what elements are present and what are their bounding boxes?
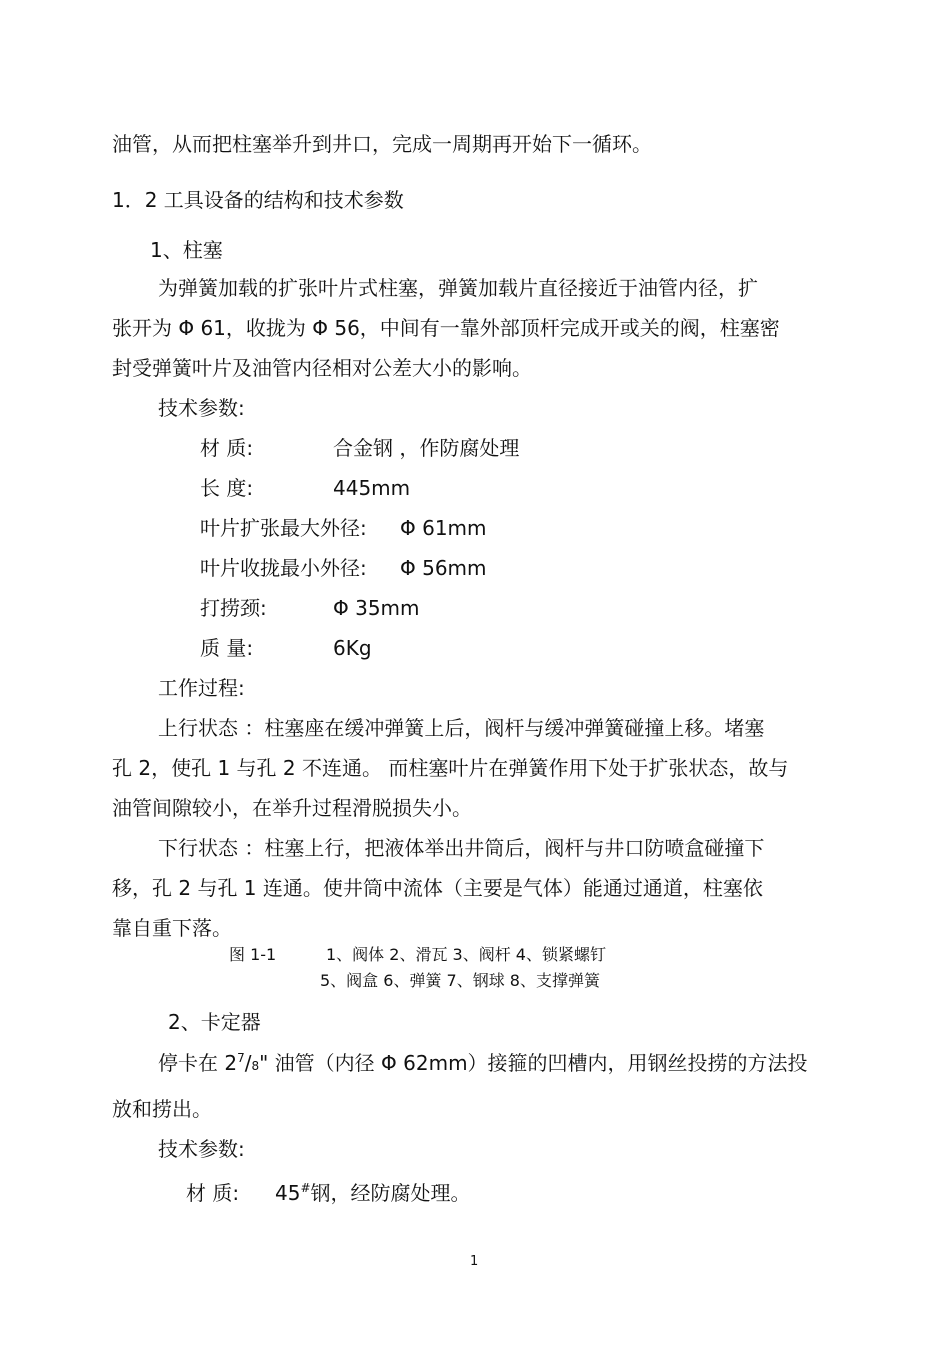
locator-material-value	[275, 1181, 471, 1208]
locator-desc-text-a: 停卡在 2	[158, 1051, 238, 1075]
upstroke-line-1: 上行状态 ：柱塞座在缓冲弹簧上后，阀杆与缓冲弹簧碰撞上移。堵塞	[158, 716, 765, 740]
locator-heading: 2、卡定器	[168, 1010, 261, 1034]
locator-tech-label: 技术参数:	[158, 1137, 245, 1161]
figure-legend-row-1: 1、阀体 2、滑瓦 3、阀杆 4、锁紧螺钉	[326, 945, 606, 964]
locator-desc-line-1	[158, 1051, 808, 1078]
param-label-min-od: 叶片收拢最小外径:	[200, 556, 367, 580]
downstroke-line-1: 下行状态 ：柱塞上行，把液体举出井筒后，阀杆与井口防喷盒碰撞下	[158, 836, 765, 860]
downstroke-line-2: 移，孔 2 与孔 1 连通。使井筒中流体（主要是气体）能通过通道，柱塞依	[112, 876, 763, 900]
plunger-desc-line-1: 为弹簧加载的扩张叶片式柱塞，弹簧加载片直径接近于油管内径，扩	[158, 276, 758, 300]
fraction-separator: /	[244, 1051, 252, 1075]
locator-desc-text-b: " 油管（内径 Φ 62mm）接箍的凹槽内，用钢丝投捞的方法投	[259, 1051, 808, 1075]
locator-desc-line-2: 放和捞出。	[112, 1097, 212, 1121]
plunger-heading: 1、柱塞	[150, 238, 223, 262]
material-grade: 45	[275, 1181, 301, 1205]
param-value-mass: 6Kg	[333, 636, 372, 660]
param-value-material: 合金钢 ，作防腐处理	[333, 436, 520, 460]
param-label-fishing-neck: 打捞颈:	[200, 596, 267, 620]
param-label-material: 材 质:	[200, 436, 254, 460]
param-value-fishing-neck: Φ 35mm	[333, 596, 420, 620]
upstroke-line-3: 油管间隙较小，在举升过程滑脱损失小。	[112, 796, 472, 820]
param-label-mass: 质 量:	[200, 636, 254, 660]
plunger-desc-line-3: 封受弹簧叶片及油管内径相对公差大小的影响。	[112, 356, 532, 380]
page-number: 1	[470, 1254, 479, 1269]
locator-material-label: 材 质:	[186, 1181, 240, 1205]
figure-label: 图 1-1	[229, 945, 277, 964]
plunger-desc-line-2: 张开为 Φ 61，收拢为 Φ 56，中间有一靠外部顶杆完成开或关的阀，柱塞密	[112, 316, 780, 340]
param-value-max-od: Φ 61mm	[400, 516, 487, 540]
work-process-label: 工作过程:	[158, 676, 245, 700]
fraction-denominator: 8	[251, 1059, 260, 1073]
fraction-numerator: 7	[237, 1051, 245, 1065]
section-heading: 1．2 工具设备的结构和技术参数	[112, 188, 404, 212]
material-grade-mark: #	[300, 1181, 311, 1195]
paragraph-continuation: 油管，从而把柱塞举升到井口，完成一周期再开始下一循环。	[112, 132, 652, 156]
plunger-tech-label: 技术参数:	[158, 396, 245, 420]
material-treatment: 钢，经防腐处理。	[310, 1181, 471, 1205]
param-label-length: 长 度:	[200, 476, 254, 500]
upstroke-line-2: 孔 2，使孔 1 与孔 2 不连通。 而柱塞叶片在弹簧作用下处于扩张状态，故与	[112, 756, 789, 780]
param-value-min-od: Φ 56mm	[400, 556, 487, 580]
param-value-length: 445mm	[333, 476, 411, 500]
figure-legend-row-2: 5、阀盒 6、弹簧 7、钢球 8、支撑弹簧	[320, 971, 600, 990]
downstroke-line-3: 靠自重下落。	[112, 916, 232, 940]
param-label-max-od: 叶片扩张最大外径:	[200, 516, 367, 540]
